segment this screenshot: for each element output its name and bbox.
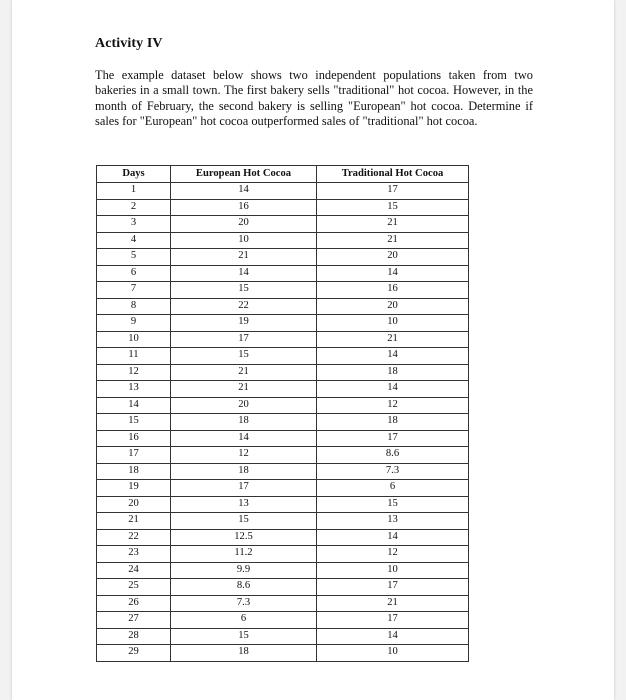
cell-day: 1 — [97, 183, 171, 200]
cell-traditional: 21 — [317, 331, 469, 348]
cell-day: 3 — [97, 216, 171, 233]
table-row — [97, 463, 469, 480]
table-row — [97, 331, 469, 348]
cell-day: 29 — [97, 645, 171, 662]
table-row — [97, 183, 469, 200]
table-row — [97, 529, 469, 546]
table-row — [97, 265, 469, 282]
cell-day: 8 — [97, 298, 171, 315]
cell-traditional: 17 — [317, 430, 469, 447]
table-row — [97, 348, 469, 365]
cell-european: 22 — [171, 298, 317, 315]
activity-title: Activity IV — [95, 36, 163, 51]
cell-traditional: 10 — [317, 315, 469, 332]
cell-european: 15 — [171, 628, 317, 645]
table-row — [97, 381, 469, 398]
cell-traditional: 14 — [317, 628, 469, 645]
cell-european: 15 — [171, 513, 317, 530]
cell-european: 18 — [171, 414, 317, 431]
cell-traditional: 15 — [317, 199, 469, 216]
cell-day: 10 — [97, 331, 171, 348]
cell-day: 20 — [97, 496, 171, 513]
cell-european: 17 — [171, 480, 317, 497]
cell-traditional: 10 — [317, 562, 469, 579]
cell-european: 16 — [171, 199, 317, 216]
cell-traditional: 6 — [317, 480, 469, 497]
cell-traditional: 17 — [317, 183, 469, 200]
table-row — [97, 216, 469, 233]
cell-traditional: 14 — [317, 265, 469, 282]
cell-traditional: 14 — [317, 529, 469, 546]
cell-european: 15 — [171, 282, 317, 299]
cell-european: 14 — [171, 430, 317, 447]
cell-traditional: 17 — [317, 612, 469, 629]
cell-european: 18 — [171, 463, 317, 480]
table-row — [97, 562, 469, 579]
cell-european: 21 — [171, 364, 317, 381]
cell-day: 5 — [97, 249, 171, 266]
table-row — [97, 480, 469, 497]
cell-traditional: 14 — [317, 348, 469, 365]
cell-traditional: 21 — [317, 216, 469, 233]
cell-day: 19 — [97, 480, 171, 497]
table-row — [97, 579, 469, 596]
cell-day: 28 — [97, 628, 171, 645]
cell-european: 12 — [171, 447, 317, 464]
header-days: Days — [97, 166, 171, 183]
cell-european: 8.6 — [171, 579, 317, 596]
cell-traditional: 13 — [317, 513, 469, 530]
table-row — [97, 447, 469, 464]
table-row — [97, 232, 469, 249]
cell-european: 21 — [171, 249, 317, 266]
cell-traditional: 8.6 — [317, 447, 469, 464]
cell-day: 12 — [97, 364, 171, 381]
cell-day: 11 — [97, 348, 171, 365]
cell-european: 13 — [171, 496, 317, 513]
cell-day: 6 — [97, 265, 171, 282]
table-row — [97, 546, 469, 563]
table-row — [97, 430, 469, 447]
cell-traditional: 20 — [317, 249, 469, 266]
table-row — [97, 364, 469, 381]
table-row — [97, 249, 469, 266]
table-row — [97, 513, 469, 530]
header-european-hot-cocoa: European Hot Cocoa — [171, 166, 317, 183]
cell-european: 15 — [171, 348, 317, 365]
cell-european: 7.3 — [171, 595, 317, 612]
cell-day: 17 — [97, 447, 171, 464]
table-row — [97, 595, 469, 612]
table-row — [97, 282, 469, 299]
table-row — [97, 496, 469, 513]
cell-traditional: 17 — [317, 579, 469, 596]
table-header-row — [97, 166, 469, 183]
cell-day: 4 — [97, 232, 171, 249]
table-row — [97, 414, 469, 431]
cell-traditional: 10 — [317, 645, 469, 662]
table-row — [97, 397, 469, 414]
cell-day: 9 — [97, 315, 171, 332]
cell-day: 26 — [97, 595, 171, 612]
table-row — [97, 298, 469, 315]
cell-european: 18 — [171, 645, 317, 662]
cell-day: 24 — [97, 562, 171, 579]
cell-european: 10 — [171, 232, 317, 249]
table-row — [97, 612, 469, 629]
cell-traditional: 16 — [317, 282, 469, 299]
cell-day: 21 — [97, 513, 171, 530]
cell-european: 9.9 — [171, 562, 317, 579]
cell-traditional: 12 — [317, 546, 469, 563]
cell-european: 17 — [171, 331, 317, 348]
cell-day: 2 — [97, 199, 171, 216]
cell-european: 14 — [171, 183, 317, 200]
cell-day: 22 — [97, 529, 171, 546]
cell-day: 18 — [97, 463, 171, 480]
cell-traditional: 18 — [317, 414, 469, 431]
cell-european: 20 — [171, 397, 317, 414]
cell-day: 7 — [97, 282, 171, 299]
cell-traditional: 12 — [317, 397, 469, 414]
cell-european: 12.5 — [171, 529, 317, 546]
cell-day: 27 — [97, 612, 171, 629]
cell-day: 25 — [97, 579, 171, 596]
cell-european: 21 — [171, 381, 317, 398]
cell-european: 6 — [171, 612, 317, 629]
cell-european: 20 — [171, 216, 317, 233]
cell-traditional: 18 — [317, 364, 469, 381]
document-page — [12, 0, 614, 700]
instructions-paragraph: The example dataset below shows two independent populations taken from two bakeries in a small town. The first bakery sells "traditional" hot cocoa. However, in the month of February, the second bakery is selling "European" hot cocoa. Determine if sales for "European" hot cocoa outperformed sales of "traditional" hot cocoa. — [95, 68, 533, 129]
cell-traditional: 20 — [317, 298, 469, 315]
cell-traditional: 7.3 — [317, 463, 469, 480]
cell-european: 11.2 — [171, 546, 317, 563]
cell-european: 19 — [171, 315, 317, 332]
cell-day: 16 — [97, 430, 171, 447]
cell-day: 13 — [97, 381, 171, 398]
table-row — [97, 628, 469, 645]
cell-traditional: 14 — [317, 381, 469, 398]
header-traditional-hot-cocoa: Traditional Hot Cocoa — [317, 166, 469, 183]
sales-table — [96, 165, 469, 662]
cell-traditional: 15 — [317, 496, 469, 513]
table-row — [97, 199, 469, 216]
cell-day: 15 — [97, 414, 171, 431]
table-row — [97, 315, 469, 332]
cell-day: 23 — [97, 546, 171, 563]
cell-traditional: 21 — [317, 595, 469, 612]
table-body — [97, 183, 469, 662]
table-row — [97, 645, 469, 662]
cell-traditional: 21 — [317, 232, 469, 249]
cell-day: 14 — [97, 397, 171, 414]
cell-european: 14 — [171, 265, 317, 282]
